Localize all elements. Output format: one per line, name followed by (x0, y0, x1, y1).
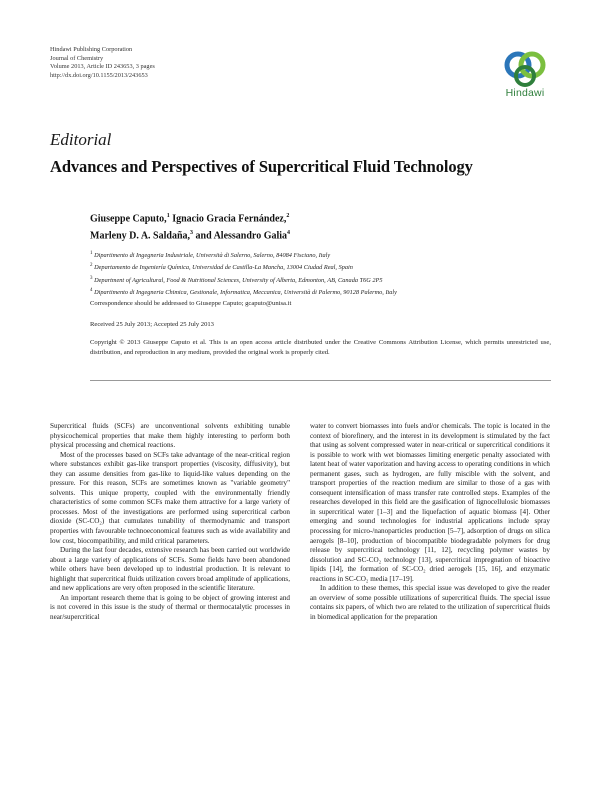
author-list (90, 209, 550, 244)
affiliation-sup: 1 (90, 251, 93, 256)
journal-header (50, 46, 155, 80)
affiliation-text: Dipartimento di Ingegneria Industriale, Università di Salerno, Salerno, 84084 Fisciano, Italy (94, 252, 331, 260)
author-sup: 3 (190, 230, 194, 237)
author-sup: 4 (287, 230, 291, 237)
body-paragraph: During the last four decades, extensive research has been carried out worldwide about a large variety of applications of SCFs. Some fields have been abandoned while others have been developed up to industrial production. It is relevant to highlight that supercritical fluids utilization covers broad amplitude of applications, and new applications are very often proposed in the scientific literature. (50, 546, 290, 593)
body-paragraph: In addition to these themes, this special issue was developed to give the reader an overview of some possible utilizations of supercritical fluids. The special issue contains six papers, of which two are related to the utilization of supercritical fluids in biomedical application for the preparation (310, 584, 550, 621)
body-paragraph: Supercritical fluids (SCFs) are unconventional solvents exhibiting tunable physicochemical properties that make them highly interesting to perform both physical processing and chemical reactions. (50, 422, 290, 450)
header-divider (90, 380, 551, 381)
affiliation-item (90, 274, 560, 286)
author-name[interactable]: Giuseppe Caputo, (90, 213, 167, 225)
volume-line: Volume 2013, Article ID 243653, 3 pages (50, 63, 155, 70)
affiliation-item (90, 261, 560, 273)
body-column-left (50, 422, 290, 622)
affiliation-sup: 3 (90, 275, 93, 281)
article-title: Advances and Perspectives of Supercritical Fluid Technology (50, 157, 473, 176)
affiliation-text: Department of Agricultural, Food & Nutritional Sciences, University of Alberta, Edmonton, AB, Canada T6G 2P5 (94, 276, 383, 284)
section-label: Editorial (50, 130, 112, 149)
affiliation-text: Dipartimento di Ingegneria Chimica, Gestionale, Informatica, Meccanica, Università di Palermo, 90128 Palermo, Italy (94, 288, 397, 296)
hindawi-logo[interactable] (494, 49, 556, 107)
author-sup: 2 (286, 213, 290, 219)
author-sup: 1 (166, 213, 170, 219)
correspondence-note: Correspondence should be addressed to Giuseppe Caputo; gcaputo@unisa.it (90, 300, 292, 307)
hindawi-brand-name: Hindawi (505, 87, 545, 99)
affiliation-item (90, 249, 560, 261)
journal-name: Journal of Chemistry (50, 54, 104, 62)
copyright-notice: Copyright © 2013 Giuseppe Caputo et al. This is an open access article distributed under the Creative Commons Attribution License, which permits unrestricted use, distribution, and reproduction in any medium, provided the original work is properly cited. (90, 339, 551, 356)
affiliation-list (90, 249, 560, 298)
publisher-name: Hindawi Publishing Corporation (50, 46, 133, 53)
hindawi-logo-icon (502, 49, 548, 89)
affiliation-text: Departamento de Ingeniería Química, Universidad de Castilla-La Mancha, 13004 Ciudad Real, Spain (94, 264, 353, 272)
body-paragraph: water to convert biomasses into fuels and/or chemicals. The topic is located in the context of biorefinery, and the interest in its development is stimulated by the fact that using as solvent compressed water in near-critical or supercritical conditions it is possible to work with wet biomasses limiting energetic penalty associated with latent heat of water vaporization and having access to operating conditions in which permanent gases, such as hydrogen, are fully miscible with the solvent, and transport properties of the reaction medium are similar to those of a gas with consequent intensification of mass transfer rate controlled steps. Examples of the researches developed in this field are the gasification of lignocellulosic biomasses in supercritical water [1–3] and the liquefaction of aquatic biomass [4]. Other emerging and sound technologies for industrial applications include spray processing for micro-/nanoparticles production [5–7], adsorption of drugs on silica aerogels [8–10], production of biocompatible biodegradable polymers for drug release by supercritical technology [11, 12], recycling polymer wastes by dissolution and SC-CO₂ technology [13], supercritical impregnation of bioactive lipids [14], the formation of SC-CO₂ dried aerogels [15, 16], and enzymatic reactions in SC-CO₂ media [17–19]. (310, 422, 550, 583)
author-line-1 (90, 209, 550, 226)
body-paragraph: Most of the processes based on SCFs take advantage of the near-critical region where substances exhibit gas-like transport properties (viscosity, diffusivity), but they can assume densities from gas-like to liquid-like values depending on the pressure. For this reason, SCFs are sometimes known as "variable geometry" solvents. This unique property, coupled with the environmentally friendly characteristics of some common SCFs make them attractive for a large variety of processes. Most of the investigations are performed using supercritical carbon dioxide (SC-CO₂) that cumulates tunability of thermodynamic and transport properties with favourable technoeconomical features such as wide availability and low cost, biocompatibility, and mild critical parameters. (50, 450, 290, 545)
body-paragraph: An important research theme that is going to be object of growing interest and is not covered in this issue is the study of thermal or thermocatalytic processes in near/supercritical (50, 593, 290, 621)
author-name[interactable]: Marleny D. A. Saldaña, (90, 230, 191, 242)
affiliation-sup: 4 (90, 287, 93, 293)
author-name[interactable]: and Alessandro Galia (195, 230, 288, 242)
affiliation-sup: 2 (90, 263, 93, 269)
author-name[interactable]: Ignacio Gracia Fernández, (172, 213, 287, 225)
body-column-right (310, 422, 550, 622)
author-line-2 (90, 226, 550, 243)
received-dates: Received 25 July 2013; Accepted 25 July 2013 (90, 321, 214, 328)
affiliation-item (90, 286, 560, 298)
doi-link[interactable]: http://dx.doi.org/10.1155/2013/243653 (50, 71, 148, 79)
